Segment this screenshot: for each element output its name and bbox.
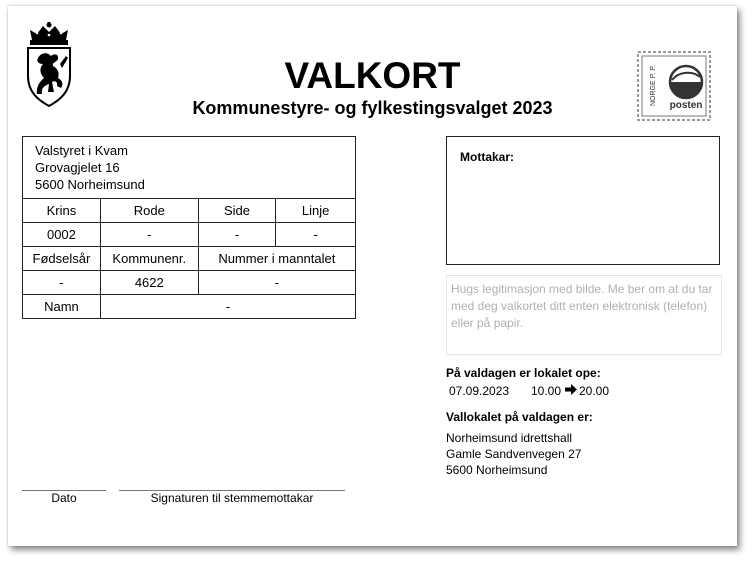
card-title: VALKORT <box>284 55 461 96</box>
election-date: 07.09.2023 <box>449 384 510 398</box>
card-subtitle: Kommunestyre- og fylkestingsvalget 2023 <box>192 98 553 118</box>
value-krins: 0002 <box>23 223 101 247</box>
venue-line: Norheimsund idrettshall <box>446 431 573 445</box>
table-row <box>23 271 356 295</box>
venue-address <box>446 430 581 478</box>
recipient-label: Mottakar: <box>460 150 515 164</box>
opening-time: 10.00 <box>531 384 562 398</box>
header-kommunenr: Kommunenr. <box>100 247 198 271</box>
venue-title: Vallokalet på valdagen er: <box>446 410 593 424</box>
opening-hours <box>449 384 609 398</box>
signature-label: Signaturen til stemmemottakar <box>150 491 314 505</box>
coat-of-arms-icon <box>24 22 74 108</box>
date-label: Dato <box>51 491 77 505</box>
stamp-text: NORGE P. P. <box>650 65 657 106</box>
voter-info-table <box>22 136 356 319</box>
header-side: Side <box>198 199 276 223</box>
value-rode: - <box>100 223 198 247</box>
value-fodselsar: - <box>23 271 101 295</box>
header-krins: Krins <box>23 199 101 223</box>
venue-line: 5600 Norheimsund <box>446 463 548 477</box>
table-row <box>23 295 356 319</box>
header-nummer-i-manntalet: Nummer i manntalet <box>198 247 355 271</box>
value-linje: - <box>276 223 356 247</box>
sender-address <box>23 137 356 199</box>
table-row <box>23 199 356 223</box>
value-namn: - <box>100 295 355 319</box>
header-linje: Linje <box>276 199 356 223</box>
sender-line: Grovagjelet 16 <box>35 160 120 175</box>
opening-hours-title: På valdagen er lokalet ope: <box>446 366 601 380</box>
sender-line: Valstyret i Kvam <box>35 143 128 158</box>
header-fodselsar: Fødselsår <box>23 247 101 271</box>
value-kommunenr: 4622 <box>100 271 198 295</box>
id-reminder-note: Hugs legitimasjon med bilde. Me ber om at du tar med deg valkortet ditt enten elektronisk (telefon) eller på papir. <box>446 275 722 355</box>
recipient-box <box>446 136 720 265</box>
value-nummer-i-manntalet: - <box>198 271 355 295</box>
value-side: - <box>198 223 276 247</box>
stamp-brand: posten <box>669 100 703 111</box>
postage-stamp <box>636 50 712 122</box>
table-row <box>23 247 356 271</box>
arrow-right-icon <box>565 384 579 398</box>
table-row <box>23 223 356 247</box>
header-namn: Namn <box>23 295 101 319</box>
header-rode: Rode <box>100 199 198 223</box>
sender-line: 5600 Norheimsund <box>35 177 145 192</box>
venue-line: Gamle Sandvenvegen 27 <box>446 447 582 461</box>
closing-time: 20.00 <box>579 384 610 398</box>
